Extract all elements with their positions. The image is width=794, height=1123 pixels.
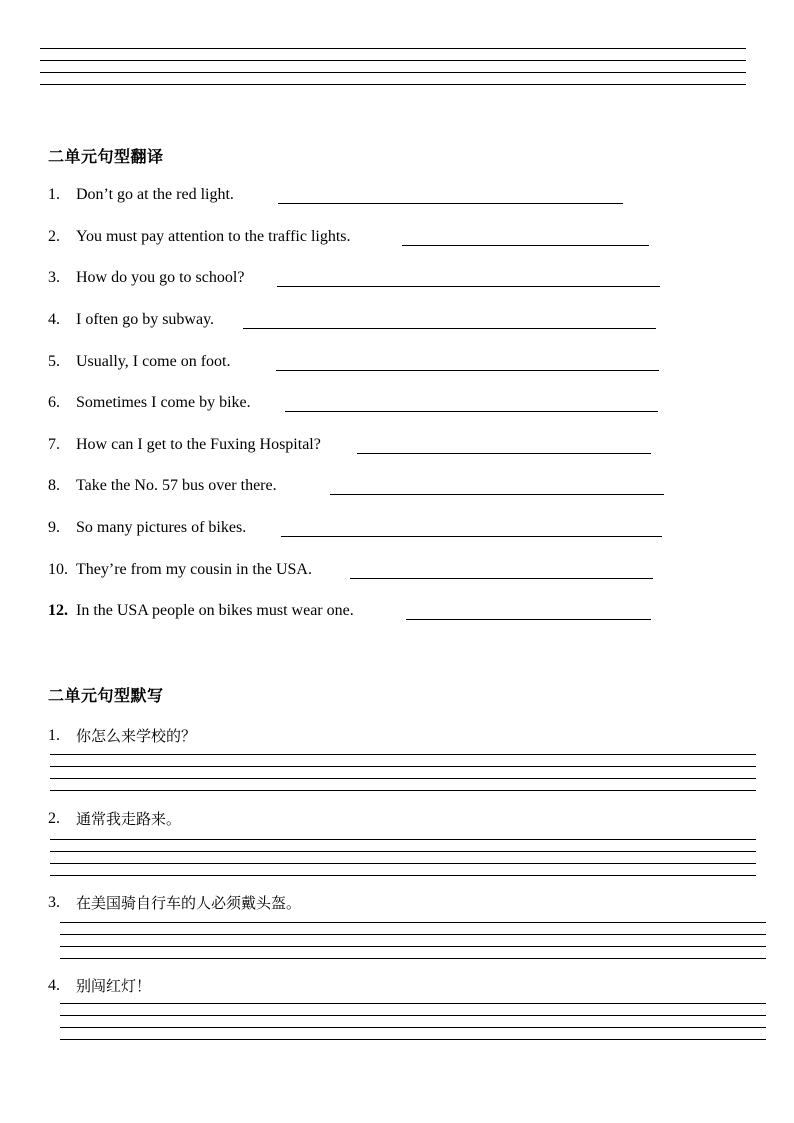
- item-text: Take the No. 57 bus over there.: [76, 477, 277, 494]
- item-number: 9.: [48, 519, 60, 536]
- item-number: 5.: [48, 353, 60, 370]
- item-number: 4.: [48, 311, 60, 328]
- item-number: 1.: [48, 727, 60, 744]
- item-text: Don’t go at the red light.: [76, 186, 234, 203]
- answer-blank[interactable]: [350, 578, 653, 579]
- item-text: 你怎么来学校的？: [76, 727, 197, 745]
- writing-line: [50, 790, 756, 791]
- item-text: 别闯红灯！: [76, 977, 152, 995]
- answer-blank[interactable]: [402, 245, 649, 246]
- section-title: 二单元句型翻译: [48, 147, 164, 166]
- item-text: In the USA people on bikes must wear one.: [76, 602, 354, 619]
- item-number: 6.: [48, 394, 60, 411]
- item-number: 7.: [48, 436, 60, 453]
- writing-line: [60, 922, 766, 923]
- item-number: 10.: [48, 561, 68, 578]
- item-number: 3.: [48, 894, 60, 911]
- item-text: I often go by subway.: [76, 311, 215, 328]
- item-number: 4.: [48, 977, 60, 994]
- writing-line: [50, 839, 756, 840]
- writing-line: [40, 72, 746, 73]
- item-text: They’re from my cousin in the USA.: [76, 561, 312, 578]
- answer-blank[interactable]: [357, 453, 651, 454]
- writing-line: [50, 875, 756, 876]
- item-number: 1.: [48, 186, 60, 203]
- answer-blank[interactable]: [285, 411, 658, 412]
- writing-line: [60, 1039, 766, 1040]
- item-text: Usually, I come on foot.: [76, 353, 231, 370]
- item-text: Sometimes I come by bike.: [76, 394, 251, 411]
- writing-line: [60, 1003, 766, 1004]
- item-text: 在美国骑自行车的人必须戴头盔。: [76, 894, 302, 912]
- item-number: 8.: [48, 477, 60, 494]
- writing-line: [40, 48, 746, 49]
- writing-line: [60, 934, 766, 935]
- writing-line: [50, 766, 756, 767]
- item-text: How do you go to school?: [76, 269, 245, 286]
- writing-line: [50, 863, 756, 864]
- writing-line: [60, 1027, 766, 1028]
- answer-blank[interactable]: [406, 619, 651, 620]
- item-text: How can I get to the Fuxing Hospital?: [76, 436, 321, 453]
- writing-line: [60, 1015, 766, 1016]
- answer-blank[interactable]: [277, 286, 660, 287]
- answer-blank[interactable]: [278, 203, 623, 204]
- writing-line: [40, 84, 746, 85]
- item-text: 通常我走路来。: [76, 810, 182, 828]
- item-number: 3.: [48, 269, 60, 286]
- writing-line: [60, 958, 766, 959]
- writing-line: [50, 851, 756, 852]
- writing-line: [60, 946, 766, 947]
- answer-blank[interactable]: [243, 328, 656, 329]
- writing-line: [50, 778, 756, 779]
- writing-line: [40, 60, 746, 61]
- answer-blank[interactable]: [330, 494, 664, 495]
- item-number: 2.: [48, 228, 60, 245]
- item-number: 2.: [48, 810, 60, 827]
- answer-blank[interactable]: [276, 370, 659, 371]
- item-text: So many pictures of bikes.: [76, 519, 247, 536]
- item-text: You must pay attention to the traffic lights.: [76, 228, 351, 245]
- answer-blank[interactable]: [281, 536, 662, 537]
- item-number: 12.: [48, 602, 68, 619]
- writing-line: [50, 754, 756, 755]
- section-title: 二单元句型默写: [48, 686, 164, 705]
